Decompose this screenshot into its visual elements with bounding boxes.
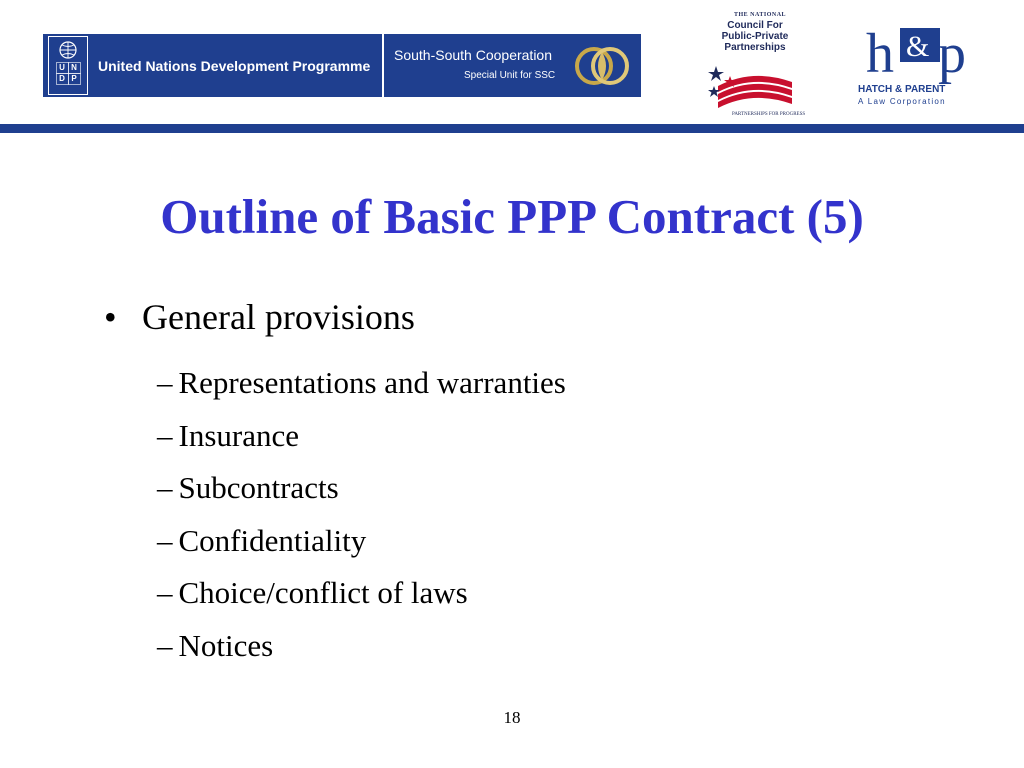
bullet-general-provisions xyxy=(104,296,415,338)
undp-emblem xyxy=(48,36,88,95)
list-item: – Representations and warranties xyxy=(157,365,566,400)
ncppp-footer: PARTNERSHIPS FOR PROGRESS xyxy=(732,112,806,117)
list-item-text: Subcontracts xyxy=(178,470,339,505)
list-item-text: Choice/conflict of laws xyxy=(178,575,468,610)
list-item-text: Notices xyxy=(178,627,274,663)
hp-corporation: A Law Corporation xyxy=(858,97,946,106)
bullet-marker: • xyxy=(104,297,117,337)
hatch-parent-logo xyxy=(858,24,980,108)
flag-stars-icon xyxy=(708,62,794,112)
hp-firm-name: HATCH & PARENT xyxy=(858,84,946,95)
ncppp-logo xyxy=(706,10,806,120)
undp-name: United Nations Development Programme xyxy=(98,57,371,74)
undp-letters xyxy=(56,62,80,84)
undp-letter: D xyxy=(56,73,69,85)
undp-logo-bar xyxy=(43,34,382,97)
svg-text:h: h xyxy=(866,24,894,84)
list-item-text: Confidentiality xyxy=(178,522,367,558)
list-item: – Subcontracts xyxy=(157,470,339,505)
undp-letter: U xyxy=(56,62,69,74)
un-globe-icon xyxy=(57,40,79,60)
undp-letter: N xyxy=(68,62,81,74)
ncppp-title: Council For Public-Private Partnerships xyxy=(721,20,789,53)
list-item: – Confidentiality xyxy=(157,522,367,558)
svg-text:&: & xyxy=(906,30,930,63)
ssc-logo-bar xyxy=(384,34,641,97)
ssc-title: South-South Cooperation xyxy=(394,47,552,63)
ncppp-small-text: THE NATIONAL xyxy=(734,12,787,18)
hp-monogram-icon xyxy=(864,24,976,84)
svg-text:p: p xyxy=(938,24,966,84)
undp-letter: P xyxy=(68,73,81,85)
header-divider xyxy=(0,124,1024,133)
page-number: 18 xyxy=(503,708,521,727)
sub-bullet-list xyxy=(157,357,566,672)
bullet-text: General provisions xyxy=(142,297,415,337)
ssc-subtitle: Special Unit for SSC xyxy=(464,70,556,81)
list-item-text: Insurance xyxy=(178,417,299,453)
list-item: – Choice/conflict of laws xyxy=(157,575,468,610)
list-item: – Insurance xyxy=(157,417,299,453)
ssc-rings-icon xyxy=(570,43,634,89)
list-item-text: Representations and warranties xyxy=(178,365,566,400)
list-item: – Notices xyxy=(157,627,274,663)
slide-title: Outline of Basic PPP Contract (5) xyxy=(160,189,864,244)
